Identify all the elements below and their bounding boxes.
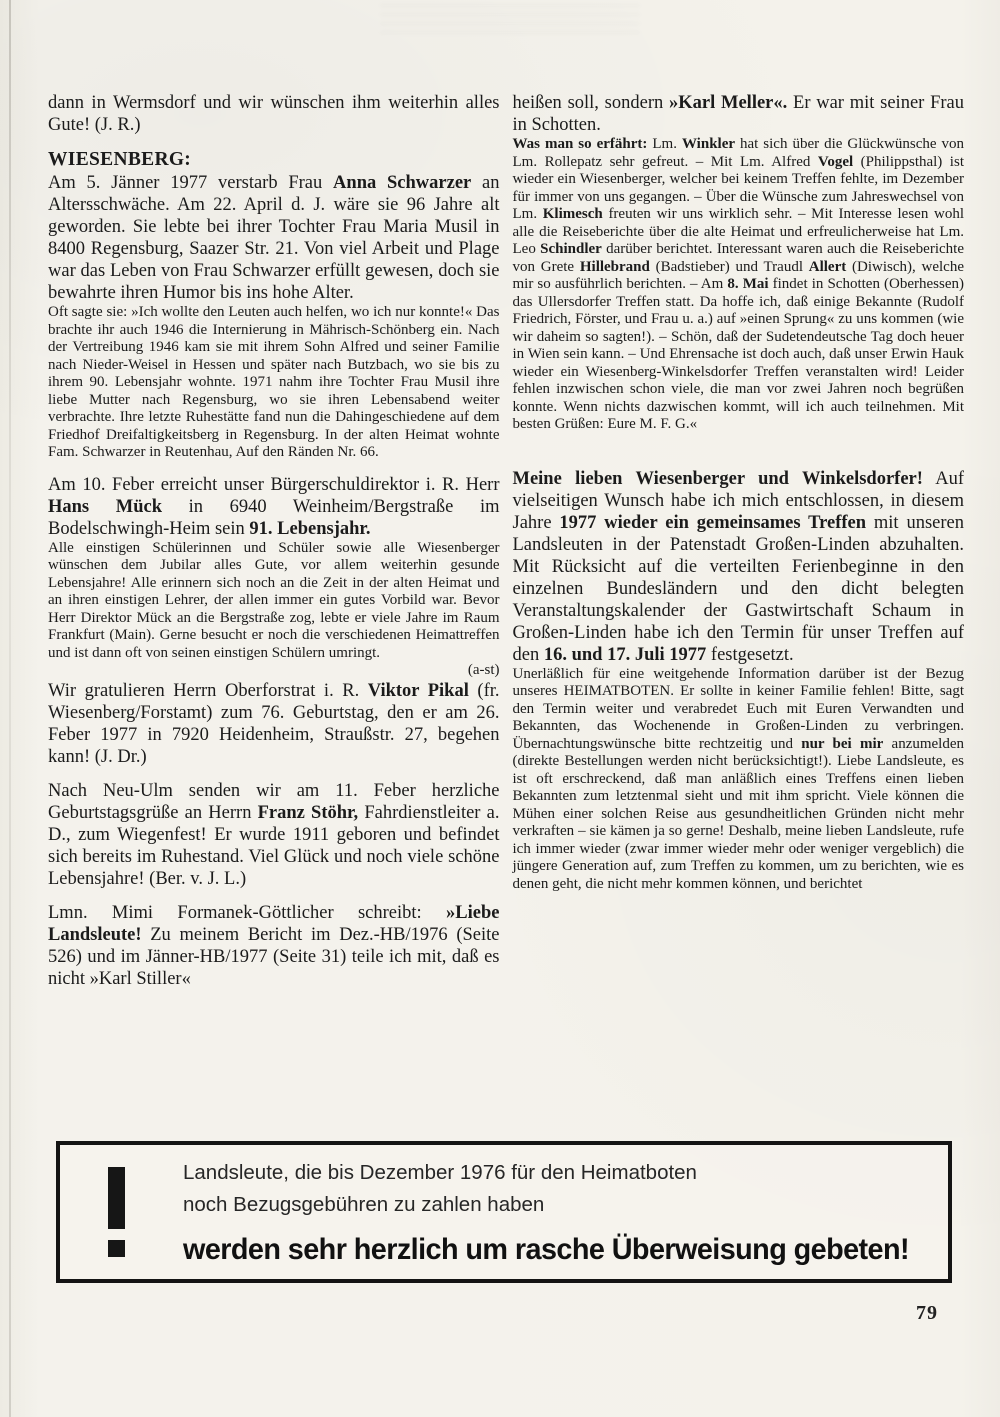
bold-text: 1977 wieder ein gemeinsames Treffen bbox=[559, 512, 867, 533]
exclamation-bar bbox=[108, 1167, 125, 1229]
bold-text: Hans Mück bbox=[48, 496, 162, 517]
bold-text: Allert bbox=[808, 258, 847, 275]
paragraph: Oft sagte sie: »Ich wollte den Leuten auch helfen, wo ich nur konnte!« Das brachte ihr auch 1946 die Internierung in Mährisch-Schönberg ein. Nach der Vertreibung 1946 kam sie mit ihrem Sohn Alfred und seiner Familie nach Nieder-Weisel in Hessen und später nach Butzbach, wo sie bis zu ihrem 90. Lebensjahr wohnte. 1971 nahm ihre Tochter Frau Musil ihre liebe Mutter nach Regensburg, wo sie ihren Lebensabend weiter verbrachte. Ihre letzte Ruhestätte fand nun die Dahingeschiedene auf dem Friedhof Dreifaltigkeitsberg in Regensburg. In der alten Heimat wohnte Fam. Schwarzer in Reutenhau, Auf den Ränden Nr. 66. bbox=[48, 304, 500, 460]
bold-text: WIESENBERG: bbox=[48, 149, 192, 170]
bold-text: 16. und 17. Juli 1977 bbox=[543, 644, 707, 665]
paragraph: Unerläßlich für eine weitgehende Information darüber ist der Bezug unseres HEIMATBOTEN. Er sollte in keiner Familie fehlen! Bitte, sagt den Termin weiter und verabredet Euch mit Euren Verwandten und Bekannten, das Wochenende in Großen-Linden zu verbringen. Übernachtungswünsche bitte rechtzeitig und nur bei mir anzumelden (direkte Bestellungen werden nicht berücksichtigt!). Liebe Landsleute, es ist oft erschreckend, daß man anläßlich eines Treffens einen lieben Bekannten zum letztenmal sieht und mit ihm spricht. Viele können die Mühen einer solchen Reise aus gesundheitlichen Gründen nicht mehr verkraften – sie kämen ja so gerne! Deshalb, meine lieben Landsleute, rufe ich immer wieder (zwar immer wieder mehr oder weniger vergeblich) die jüngere Generation auf, zum Treffen zu kommen, um zu berichten, wie es denen geht, die nicht mehr kommen können, und berichtet bbox=[512, 665, 964, 892]
exclamation-dot bbox=[108, 1240, 125, 1257]
paragraph: heißen soll, sondern »Karl Meller«. Er war mit seiner Frau in Schotten. bbox=[512, 93, 964, 135]
text-columns bbox=[48, 92, 964, 1142]
paragraph: Nach Neu-Ulm senden wir am 11. Feber herzliche Geburtstagsgrüße an Herrn Franz Stöhr, Fahrdienstleiter a. D., zum Wiegenfest! Er wurde 1911 geboren und befindet sich bereits im Ruhestand. Viel Glück und noch viele schöne Lebensjahre! (Ber. v. J. L.) bbox=[48, 780, 500, 889]
bold-text: Schindler bbox=[540, 241, 602, 257]
notice-text bbox=[183, 1157, 939, 1267]
paragraph: Wir gratulieren Herrn Oberforstrat i. R. Viktor Pikal (fr. Wiesenberg/Forstamt) zum 76. Geburtstag, den er am 26. Feber 1977 in 7920 Heidenheim, Straußstr. 27, begehen kann! (J. Dr.) bbox=[48, 680, 500, 767]
bold-text: Klimesch bbox=[542, 206, 603, 222]
paragraph: dann in Wermsdorf und wir wünschen ihm weiterhin alles Gute! (J. R.) bbox=[48, 93, 500, 135]
bold-text: 91. Lebensjahr. bbox=[249, 518, 371, 539]
notice-line-2: noch Bezugsgebühren zu zahlen haben bbox=[183, 1193, 545, 1216]
bold-text: Franz Stöhr, bbox=[257, 802, 359, 823]
notice-box bbox=[56, 1141, 952, 1283]
scan-smudge-artifact bbox=[380, 4, 640, 38]
exclamation-icon bbox=[108, 1167, 125, 1257]
bold-text: Hillebrand bbox=[579, 258, 650, 275]
left-column bbox=[48, 92, 500, 1142]
paragraph bbox=[48, 148, 500, 172]
paragraph: Lmn. Mimi Formanek-Göttlicher schreibt: »Liebe Landsleute! Zu meinem Bericht im Dez.-HB/1976 (Seite 526) und im Jänner-HB/1977 (Seite 31) teile ich mit, daß es nicht »Karl Stiller« bbox=[48, 902, 500, 989]
bold-text: 8. Mai bbox=[727, 276, 769, 292]
bold-text: Anna Schwarzer bbox=[333, 173, 472, 193]
bold-text: »Karl Meller«. bbox=[669, 93, 788, 113]
paragraph: Meine lieben Wiesenberger und Winkelsdorfer! Auf vielseitigen Wunsch habe ich mich entschlossen, in diesem Jahre 1977 wieder ein gemeinsames Treffen mit unseren Landsleuten in der Patenstadt Großen-Linden abzuhalten. Mit Rücksicht auf die verteilten Ferienbeginne in den einzelnen Bundesländern und den dicht belegten Veranstaltungskalender der Gastwirtschaft Schaum in Großen-Linden habe ich den Termin für unser Treffen auf den 16. und 17. Juli 1977 festgesetzt. bbox=[512, 468, 964, 665]
notice-line-1: Landsleute, die bis Dezember 1976 für den Heimatboten bbox=[183, 1161, 697, 1184]
notice-line-3: werden sehr herzlich um rasche Überweisung gebeten! bbox=[183, 1233, 910, 1266]
page-number: 79 bbox=[916, 1302, 938, 1324]
bold-text: Was man so erfährt: bbox=[512, 136, 648, 152]
bold-text: Meine lieben Wiesenberger und Winkelsdorfer! bbox=[512, 468, 923, 489]
bold-text: Viktor Pikal bbox=[367, 680, 469, 701]
bold-text: »Liebe Landsleute! bbox=[48, 902, 500, 945]
bold-text: Winkler bbox=[681, 136, 736, 152]
paragraph: Am 5. Jänner 1977 verstarb Frau Anna Schwarzer an Altersschwäche. Am 22. April d. J. wäre sie 96 Jahre alt geworden. Sie lebte bei ihrer Tochter Frau Maria Musil in 8400 Regensburg, Saazer Str. 21. Von viel Arbeit und Plage war das Leben von Frau Schwarzer erfüllt gewesen, doch sie bewahrte ihren Humor bis ins hohe Alter. bbox=[48, 173, 500, 303]
paragraph: Alle einstigen Schülerinnen und Schüler sowie alle Wiesenberger wünschen dem Jubilar alles Gute, vor allem weiterhin gesunde Lebensjahre! Alle erinnern sich noch an die Zeit in der alten Heimat und an ihren einstigen Lehrer, der allen immer ein gutes Vorbild war. Bevor Herr Direktor Mück an die Bergstraße zog, lebte er viele Jahre im Raum Frankfurt (Main). Gerne besucht er noch die verschiedenen Heimattreffen und ist dann oft von seinen einstigen Schülern umringt. bbox=[48, 539, 500, 661]
bold-text: Vogel bbox=[817, 153, 854, 170]
scan-edge-artifact bbox=[9, 0, 11, 1417]
paragraph: Am 10. Feber erreicht unser Bürgerschuldirektor i. R. Herr Hans Mück in 6940 Weinheim/Bergstraße im Bodelschwingh-Heim sein 91. Lebensjahr. bbox=[48, 474, 500, 539]
bold-text: nur bei mir bbox=[801, 735, 884, 752]
paragraph: Was man so erfährt: Lm. Winkler hat sich über die Glückwünsche von Lm. Rollepatz sehr gefreut. – Mit Lm. Alfred Vogel (Philippsthal) ist wieder ein Wiesenberger, welcher bei keinem Treffen fehlte, im Dezember für immer von uns gegangen. – Über die Wünsche zum Jahreswechsel von Lm. Klimesch freuten wir uns wirklich sehr. – Mit Interesse lesen wohl alle die Reiseberichte über die alte Heimat und erfreulicherweise hat Lm. Leo Schindler darüber berichtet. Interessant waren auch die Reiseberichte von Grete Hillebrand (Badstieber) und Traudl Allert (Diwisch), welche mir so ausführlich berichten. – Am 8. Mai findet in Schotten (Oberhessen) das Ullersdorfer Treffen statt. Da hoffe ich, daß einige Bekannte (Rudolf Friedrich, Förster, und Frau u. a.) auf »einen Sprung« zu uns kommen (wie wir daheim so sagten!). – Schön, daß der Sudetendeutsche Tag doch heuer in Wien sein kann. – Und Ehrensache ist doch auch, daß unser Erwin Hauk wieder ein Wiesenberg-Winkelsdorfer Treffen veranstalten wird! Leider fehlen inzwischen schon viele, die man vor zwei Jahren noch begrüßen konnte. Wenn nichts dazwischen kommt, will ich auch teilnehmen. Mit besten Grüßen: Eure M. F. G.« bbox=[512, 136, 964, 432]
right-column bbox=[513, 92, 965, 1142]
paragraph: (a-st) bbox=[467, 662, 500, 678]
